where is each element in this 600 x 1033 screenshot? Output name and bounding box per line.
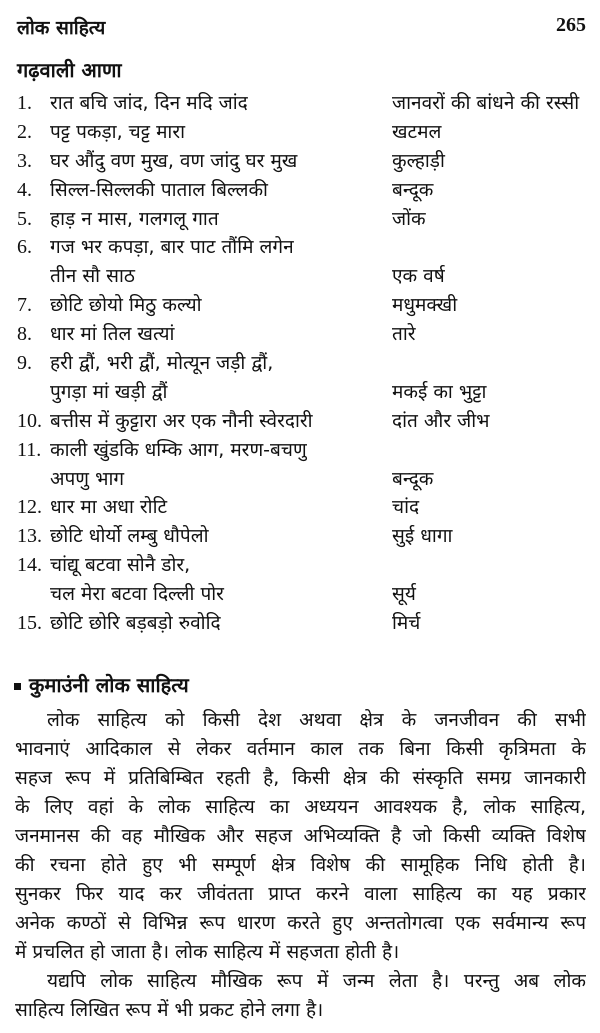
section-title-garhwali: गढ़वाली आणा [17, 58, 122, 82]
riddle-answer: कुल्हाड़ी [392, 149, 445, 172]
riddle-number: 12. [17, 496, 42, 519]
riddle-item-continuation [0, 378, 600, 407]
riddle-number: 1. [17, 92, 32, 114]
paragraph-line: सहज रूप में प्रतिबिम्बित रहती है, किसी क्षेत्र की संस्कृति समग्र जानकारी [15, 767, 586, 789]
riddle-list [0, 89, 600, 638]
paragraph-line: यद्यपि लोक साहित्य मौखिक रूप में जन्म लेता है। परन्तु अब लोक [47, 970, 586, 992]
paragraph-line: लोक साहित्य को किसी देश अथवा क्षेत्र के जनजीवन की सभी [47, 709, 586, 731]
riddle-item [0, 176, 600, 205]
riddle-item [0, 205, 600, 234]
riddle-number: 11. [17, 438, 42, 461]
paragraph-line: साहित्य लिखित रूप में भी प्रकट होने लगा है। [15, 999, 324, 1021]
riddle-number: 13. [17, 525, 42, 548]
section-title-text: कुमाउंनी लोक साहित्य [29, 673, 189, 697]
riddle-answer: बन्दूक [392, 467, 434, 490]
riddle-answer: बन्दूक [392, 178, 434, 201]
riddle-text: काली खुंडकि धम्कि आग, मरण-बचणु [50, 438, 307, 461]
riddle-number: 10. [17, 409, 42, 432]
riddle-text: धार मा अधा रोटि [50, 496, 168, 519]
paragraph-line: में प्रचलित हो जाता है। लोक साहित्य में सहजता होती है। [15, 941, 400, 963]
riddle-text: छोटि छोयो मिठु कल्यो [50, 294, 202, 317]
riddle-answer: मधुमक्खी [392, 294, 458, 317]
riddle-item [0, 233, 600, 262]
riddle-text: अपणु भाग [50, 467, 125, 490]
riddle-answer: सूर्य [392, 583, 416, 606]
riddle-answer: चांद [392, 496, 420, 519]
riddle-number: 2. [17, 120, 32, 143]
riddle-item [0, 89, 600, 118]
riddle-number: 15. [17, 612, 42, 635]
riddle-answer: मकई का भुट्टा [392, 380, 487, 403]
riddle-item [0, 493, 600, 522]
riddle-answer: एक वर्ष [392, 265, 445, 288]
riddle-text: चांद्यू बटवा सोनै डोर, [50, 554, 191, 577]
riddle-text: छोटि छोरि बड़बड़ो रुवोदि [50, 612, 221, 635]
paragraph-line: अनेक कण्ठों से विभिन्न रूप धारण करते हुए अन्ततोगत्वा एक सर्वमान्य रूप [15, 912, 586, 934]
section-title-kumaoni [14, 671, 189, 698]
paragraph-line: के लिए वहां के लोक साहित्य का अध्ययन आवश्यक है, लोक साहित्य, [15, 796, 586, 818]
riddle-text: बत्तीस में कुट्टारा अर एक नौनी स्वेरदारी [50, 409, 313, 432]
riddle-item [0, 349, 600, 378]
riddle-item [0, 320, 600, 349]
running-head: लोक साहित्य [17, 17, 106, 39]
riddle-text: धार मां तिल खत्यां [50, 323, 175, 346]
riddle-item [0, 407, 600, 436]
paragraph-line: जनमानस की वह मौखिक और सहज अभिव्यक्ति है जो किसी व्यक्ति विशेष [15, 825, 586, 847]
riddle-answer: खटमल [392, 120, 442, 143]
paragraph-line: की रचना होते हुए भी सम्पूर्ण क्षेत्र विशेष की सामूहिक निधि होती है। [15, 854, 586, 876]
riddle-text: हरी द्वौं, भरी द्वौं, मोत्यून जड़ी द्वौं, [50, 352, 274, 375]
riddle-text: छोटि धोर्यो लम्बु धौपेलो [50, 525, 209, 548]
riddle-text: पुगड़ा मां खड़ी द्वौं [50, 380, 168, 403]
riddle-number: 5. [17, 207, 32, 230]
riddle-text: चल मेरा बटवा दिल्ली पोर [50, 583, 224, 606]
page-number: 265 [556, 14, 586, 36]
paragraph-line: सुनकर फिर याद कर जीवंतता प्राप्त करने वाला साहित्य का यह प्रकार [15, 883, 586, 905]
riddle-number: 14. [17, 554, 42, 577]
riddle-item-continuation [0, 262, 600, 291]
riddle-text: रात बचि जांद, दिन मदि जांद [50, 92, 248, 114]
riddle-answer: जानवरों की बांधने की रस्सी [392, 92, 580, 114]
riddle-answer: जोंक [392, 207, 426, 230]
riddle-item [0, 551, 600, 580]
riddle-item-continuation [0, 465, 600, 494]
riddle-item [0, 436, 600, 465]
riddle-number: 6. [17, 236, 32, 259]
riddle-answer: मिर्च [392, 612, 421, 635]
riddle-text: सिल्ल-सिल्लकी पाताल बिल्लकी [50, 178, 268, 201]
paragraph-line: भावनाएं आदिकाल से लेकर वर्तमान काल तक बिना किसी कृत्रिमता के [15, 738, 586, 760]
riddle-answer: सुई धागा [392, 525, 453, 548]
riddle-item [0, 522, 600, 551]
riddle-text: हाड़ न मास, गलगलू गात [50, 207, 219, 230]
riddle-text: गज भर कपड़ा, बार पाट तौंमि लगेन [50, 236, 294, 259]
riddle-text: पट्ट पकड़ा, चट्ट मारा [50, 120, 186, 143]
body-text [15, 706, 586, 1025]
riddle-item [0, 118, 600, 147]
riddle-number: 3. [17, 149, 32, 172]
riddle-number: 9. [17, 352, 32, 375]
square-bullet-icon [14, 683, 21, 690]
riddle-item [0, 147, 600, 176]
riddle-text: तीन सौ साठ [50, 265, 135, 288]
riddle-answer: दांत और जीभ [392, 409, 490, 432]
riddle-number: 7. [17, 294, 32, 317]
riddle-number: 4. [17, 178, 32, 201]
riddle-answer: तारे [392, 323, 416, 346]
riddle-item [0, 291, 600, 320]
riddle-text: घर औंदु वण मुख, वण जांदु घर मुख [50, 149, 298, 172]
riddle-item [0, 609, 600, 638]
riddle-number: 8. [17, 323, 32, 346]
riddle-item-continuation [0, 580, 600, 609]
